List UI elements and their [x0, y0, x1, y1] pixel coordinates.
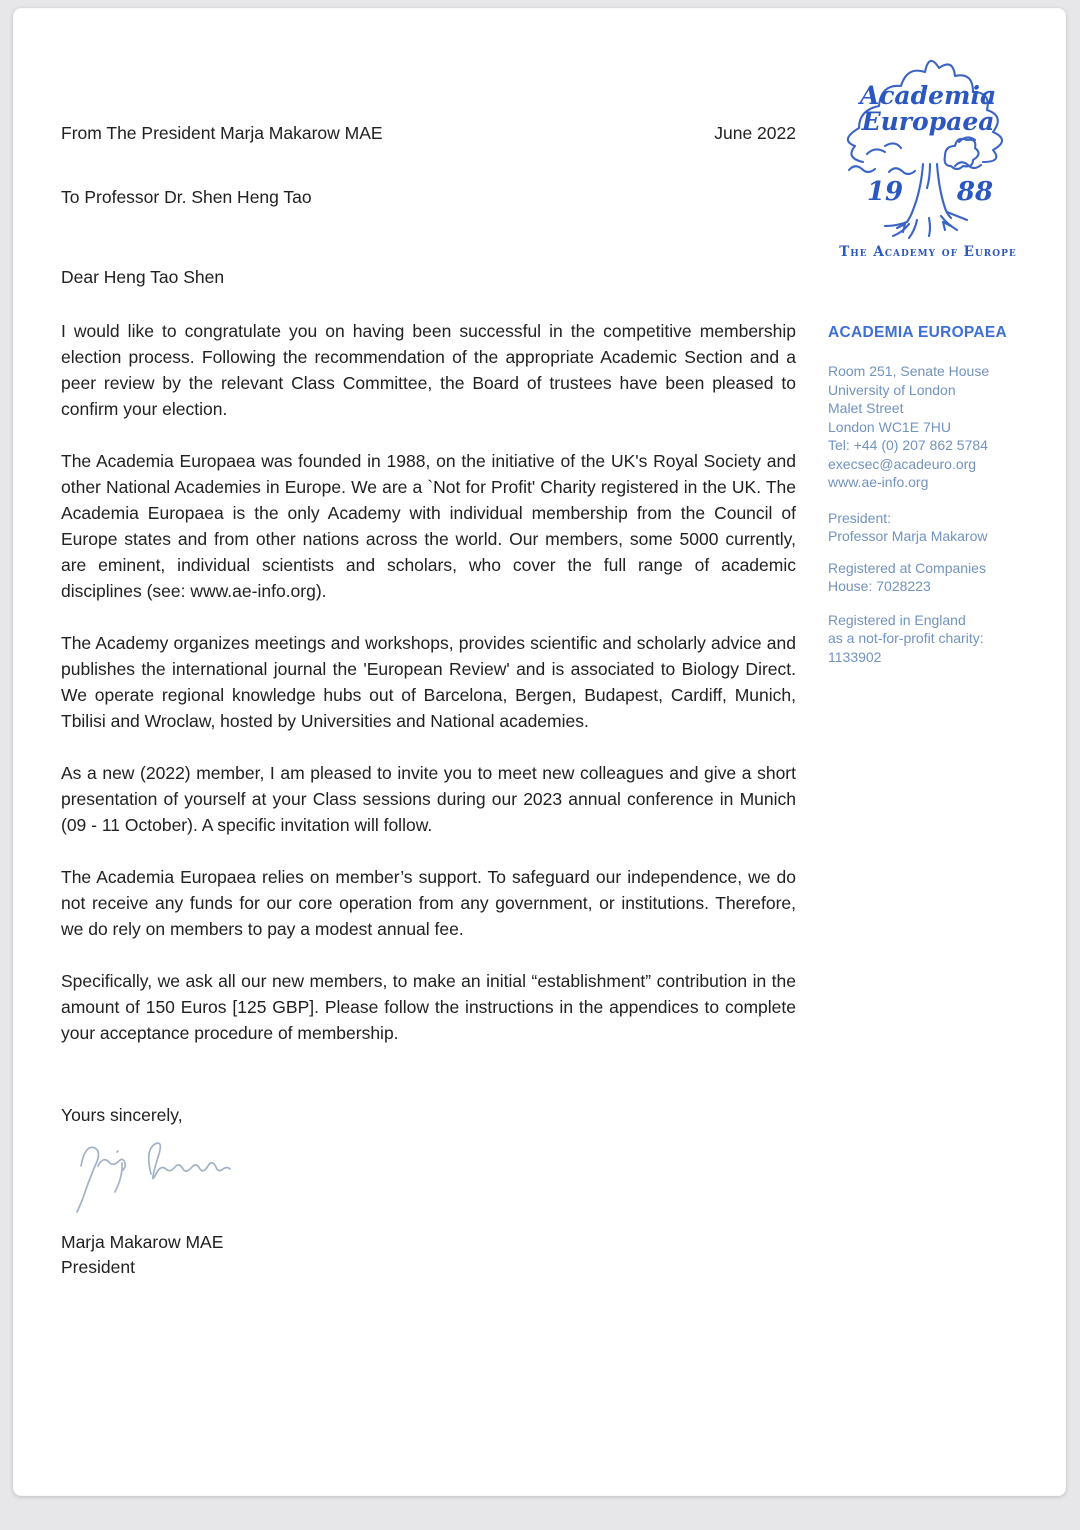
paragraph-history: The Academia Europaea was founded in 1988, on the initiative of the UK's Royal Society and other National Academies in Europe. We are a `Not for Profit' Charity registered in the UK. The Academia Europaea is the only Academy with individual membership from the Council of Europe states and from other nations across the world. Our members, some 5000 currently, are eminent, individual scientists and scholars, who cover the full range of academic disciplines (see: www.ae-info.org). — [61, 451, 796, 601]
email-line: execsec@acadeuro.org — [828, 455, 977, 472]
president-label: President: — [828, 509, 892, 526]
companies-line: Registered at Companies — [828, 559, 986, 576]
president-name: Professor Marja Makarow — [828, 528, 988, 544]
paragraph-activities: The Academy organizes meetings and workshops, provides scientific and scholarly advice and publishes the international journal the 'European Review' and is associated to Biology Direct. We operate regional knowledge hubs out of Barcelona, Bergen, Budapest, Cardiff, Munich, Tbilisi and Wroclaw, hosted by Universities and National academies. — [61, 633, 796, 731]
logo-name-line2: Europaea — [861, 107, 995, 136]
to-line: To Professor Dr. Shen Heng Tao — [61, 187, 312, 207]
salutation: Dear Heng Tao Shen — [61, 267, 225, 287]
logo-name-line1: Academia — [859, 81, 997, 110]
letter-paragraphs — [61, 318, 796, 1046]
address-line: London WC1E 7HU — [828, 418, 951, 435]
charity-line: Registered in England — [828, 611, 966, 628]
address-line: Room 251, Senate House — [828, 363, 990, 379]
charity-registration-block — [828, 611, 1028, 667]
president-block — [828, 509, 1028, 546]
address-line: University of London — [828, 381, 956, 398]
letter-header-row — [61, 120, 796, 146]
companies-registration-block — [828, 559, 1028, 596]
address-block — [828, 362, 1028, 492]
logo-year-right: 88 — [956, 177, 994, 207]
paragraph-fee: Specifically, we ask all our new members, to make an initial “establishment” contribution in the amount of 150 Euros [125 GBP]. Please follow the instructions in the appendices to complete your acceptance procedure of membership. — [61, 971, 796, 1043]
companies-line: House: 7028223 — [828, 578, 931, 594]
logo-year-left: 19 — [866, 177, 904, 207]
closing-line: Yours sincerely, — [61, 1105, 183, 1125]
signer-title: President — [61, 1257, 135, 1277]
academia-europaea-logo-tree-icon — [833, 38, 1023, 242]
website-line: www.ae-info.org — [828, 474, 929, 490]
phone-line: Tel: +44 (0) 207 862 5784 — [828, 437, 988, 453]
sidebar — [828, 38, 1028, 666]
signer-name: Marja Makarow MAE — [61, 1232, 224, 1252]
charity-line: 1133902 — [828, 648, 882, 665]
from-line: From The President Marja Makarow MAE — [61, 123, 383, 143]
signature-image — [65, 1136, 245, 1216]
letter-page — [13, 8, 1066, 1496]
paragraph-election: I would like to congratulate you on having been successful in the competitive membership election process. Following the recommendation of the appropriate Academic Section and a peer review by the relevant Class Committee, the Board of trustees have been pleased to confirm your election. — [61, 321, 796, 419]
date: June 2022 — [714, 123, 796, 143]
charity-line: as a not-for-profit charity: — [828, 630, 984, 646]
logo-tagline: The Academy of Europe — [839, 244, 1017, 260]
paragraph-funding: The Academia Europaea relies on member’s support. To safeguard our independence, we do not receive any funds for our core operation from any government, or institutions. Therefore, we do rely on members to pay a modest annual fee. — [61, 867, 796, 939]
paragraph-invitation: As a new (2022) member, I am pleased to invite you to meet new colleagues and give a short presentation of yourself at your Class sessions during our 2023 annual conference in Munich (09 - 11 October). A specific invitation will follow. — [61, 763, 796, 835]
sidebar-heading: ACADEMIA EUROPAEA — [828, 324, 1008, 341]
signature-block — [61, 1230, 796, 1280]
letter-body — [61, 8, 796, 1280]
address-line: Malet Street — [828, 400, 904, 416]
